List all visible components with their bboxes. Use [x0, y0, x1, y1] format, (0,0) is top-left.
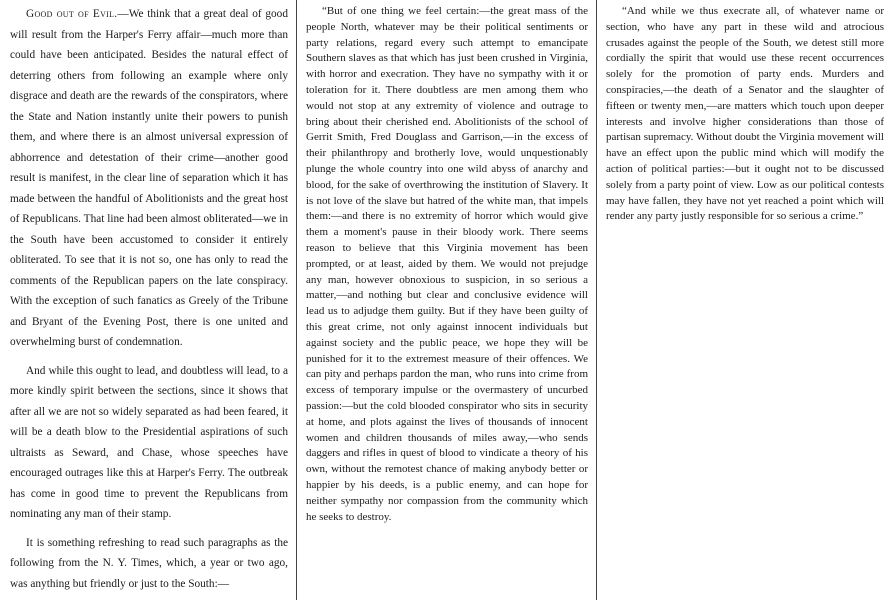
- article-paragraph-1-text: —We think that a great deal of good will result from the Harper's Ferry affair—much more than could have been anticipated. Besides the natural effect of deterring others from following an example where only disgrace and death are the rewards of the conspirators, where the State and Nation instantly unite their powers to punish them, and where there is an almost universal expression of abhorrence and detestation of their crime—another good result is manifest, in the clear line of separation which it has made between the handful of Abolitionists and the great host of Republicans. That line had been almost obliterated—we in the South have been accustomed to consider it entirely obliterated. To see that it is not so, one has only to read the comments of the Republican papers on the late conspiracy. With the exception of such fanatics as Greely of the Tribune and Bryant of the Evening Post, there is one united and overwhelming burst of condemnation.: [10, 8, 288, 348]
- column-2: [306, 4, 588, 525]
- article-paragraph-1: [10, 4, 288, 353]
- article-heading: Good out of Evil.: [26, 8, 118, 20]
- article-paragraph-2: And while this ought to lead, and doubtless will lead, to a more kindly spirit between the sections, since it shows that after all we are not so widely separated as had been feared, it will be a death blow to the Presidential aspirations of such ultraists as Seward, and Chase, whose speeches have encouraged outrages like this at Harper's Ferry. The outbreak has come in good time to prevent the Republicans from nominating any man of their stamp.: [10, 364, 288, 520]
- quoted-paragraph-1: “But of one thing we feel certain:—the great mass of the people North, whatever may be their political sentiments or party relations, regard every such attempt to emancipate Southern slaves as that which has just been crushed in Virginia, with horror and execration. They have no sympathy with it or toleration for it. There doubtless are men among them who would not stop at any extremity of violence and outrage to bring about their cherished end. Abolitionists of the school of Gerrit Smith, Fred Douglass and Garrison,—in the excess of their philanthropy and brotherly love, would unquestionably plunge the whole country into one wild abyss of anarchy and blood, for the sake of overthrowing the institution of Slavery. It is not love of the slave but hatred of the white man, that impels them:—and there is no extremity of horror which would give them a moment's pause in their bloody work. There seems reason to believe that this Virginia movement has been prompted, or at least, aided by them. We would not prejudge any man, however obnoxious to suspicion, in so serious a matter,—and nothing but clear and conclusive evidence will lead us to adjudge them guilty. But if they have been guilty of this great crime, not only against innocent individuals but against society and the public peace, we hope they will be punished for it to the extremest measure of their offences. We can pity and perhaps pardon the man, who runs into crime from excess of temporary impulse or the overmastery of uncurbed passion:—but the cold blooded conspirator who sits in security at home, and plots against the lives of thousands of innocent women and children thousands of miles away,—who sends daggers and rifles in quest of blood to vindicate a theory of his own, without the remotest chance of making anybody better or happier by his deeds, is a public enemy, and can hope for neither sympathy nor compassion from the community which he seeks to destroy.: [306, 5, 588, 523]
- column-divider-2: [596, 0, 597, 600]
- article-paragraph-3: It is something refreshing to read such paragraphs as the following from the N. Y. Times, which, a year or two ago, was anything but friendly or just to the South:—: [10, 536, 288, 590]
- column-1: [10, 4, 288, 594]
- column-divider-1: [296, 0, 297, 600]
- column-3: [606, 4, 884, 225]
- quoted-paragraph-2: “And while we thus execrate all, of whatever name or section, who have any part in these wild and atrocious crusades against the people of the South, we detest still more cordially the spirit that would use these recent occurrences solely for the promotion of party ends. Murders and conspiracies,—the death of a Senator and the slaughter of fifteen or twenty men,—are matters which touch upon deeper interests and involve higher considerations than those of partisan supremacy. Without doubt the Virginia movement will have an effect upon the public mind which will modify the action of political parties:—but it ought not to be discussed solely from a party point of view. Low as our political contests may have fallen, they have not yet reached a point which will render any party justly responsible for so serious a crime.”: [606, 5, 884, 223]
